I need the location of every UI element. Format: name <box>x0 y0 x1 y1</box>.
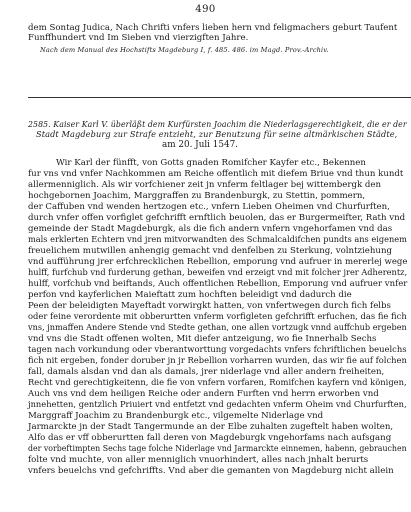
body-line: allermenniglich. Als wir vorfchiener zeit jn vnferm feltlager bej wittembergk den <box>28 180 382 190</box>
body-line: oder feine verordente mit obberurtten vnferm vorfigleten gefchrifft erfuchen, das fie fich <box>28 312 407 322</box>
page-number: 490 <box>195 4 216 15</box>
body-line: gemeinde der Stadt Magdeburgk, als die fich andern vnfern vngehorfamen vnd das <box>28 224 393 234</box>
body-line: Auch vns vnd dem heiligen Reiche oder andern Furften vnd herrn erworben vnd <box>28 389 379 399</box>
body-line: fur vns vnd vnfer Nachkommen am Reiche offentlich mit diefem Briue vnd thun kundt <box>28 169 404 179</box>
body-line: Marggraff Joachim zu Brandenburgk etc., vilgemelte Niderlage vnd <box>28 411 324 421</box>
body-line: freuelichem mutwillen anhengig gemacht vnd denfelben zu Sterkung, volntziehung <box>28 246 393 256</box>
body-line: Jarmarckte jn der Stadt Tangermunde an der Elbe zuhalten zugeftelt haben wolten, <box>28 422 394 432</box>
prev-text-line: dem Sontag Judica, Nach Chrifti vnfers lieben hern vnd feligmachers geburt Taufent <box>28 23 398 33</box>
section-divider <box>28 97 411 98</box>
body-line: perfon vnd kayferlichen Maieftatt zum hochften beleidigt vnd dadurch die <box>28 290 352 300</box>
body-line: folte vnd muchte, von aller menniglich vnuorhindert, alles nach jnhalt berurts <box>28 455 369 465</box>
body-line: Peen der beleidigten Mayeftadt vorwirgkt hatten, von vnfertwegen durch fich felbs <box>28 301 391 311</box>
source-note: Nach dem Manual des Hochstifts Magdeburg I, f. 485. 486. im Magd. Prov.-Archiv. <box>40 46 329 54</box>
body-line: der Caffuben vnd wenden hertzogen etc., vnfern Lieben Oheimen vnd Churfurften, <box>28 202 390 212</box>
body-line: Wir Karl der fünfft, von Gotts gnaden Romifcher Kayfer etc., Bekennen <box>56 158 366 168</box>
body-line: jnnehetten, gentzlich Priuiert vnd entfetzt vnd gedachten vnferm Oheim vnd Churfurften, <box>28 400 407 410</box>
body-line: durch vnfer offen vorfiglet gefchrifft ernftlich beuolen, das er Burgermeifter, Rath vnd <box>28 213 406 223</box>
body-line: vnfers beuelchs vnd gefchriffts. Vnd aber die gemanten von Magdeburg nicht allein <box>28 466 394 476</box>
body-line: tagen nach vorkundung oder vberantworttung vorgedachts vnfers fchriftlichen beuelchs <box>28 345 407 355</box>
body-line: Recht vnd gerechtigkeitenn, die fie von vnfern vorfaren, Romifchen kayfern vnd königen, <box>28 378 407 388</box>
body-line: der vorbeftimpten Sechs tage folche Niderlage vnd Jarmarckte einnemen, habenn, gebrauchen <box>28 444 407 454</box>
body-line: hulff, furfchub vnd furderung gethan, beweifen vnd erzeigt vnd mit folcher jrer Adherentz, <box>28 268 408 278</box>
document-date: am 20. Juli 1547. <box>162 140 238 150</box>
body-line: hulff, vorfchub vnd beiftands, Auch offentlichen Rebellion, Emporung vnd aufruer vnfer <box>28 279 408 289</box>
prev-text-line: Funffhundert vnd Im Sieben vnd vierzigften Jahre. <box>28 33 249 43</box>
body-line: vnd aufführung jrer erfchrecklichen Rebellion, emporung vnd aufruer in mererlej wege <box>28 257 408 267</box>
body-line: vnd vns die Stadt offenen wolten, Mit diefer antzeigung, wo fie Innerhalb Sechs <box>28 334 377 344</box>
body-line: Alfo das er vff obberurtten fall deren von Magdeburgk vngehorfams nach aufsgang <box>28 433 392 443</box>
body-line: mals erklerten Echtern vnd jren mitvorwandten des Schmalcaldifchen pundts ans eigenem <box>28 235 407 245</box>
body-line: vns, jnmaffen Andere Stende vnd Stedte gethan, one allen vortzugk vnnd auffchub ergeben <box>28 323 407 333</box>
body-line: fall, damals alsdan vnd dan als damals, jrer niderlage vnd aller andern freiheiten, <box>28 367 385 377</box>
document-heading: Stadt Magdeburg zur Strafe entzieht, zur Benutzung für seine altmärkischen Städte, <box>36 129 398 139</box>
document-heading: 2585. Kaiser Karl V. überläßt dem Kurfürsten Joachim die Niederlagsgerechtigkeit, die er der <box>28 119 407 129</box>
body-line: hochgebornen Joachim, Marggraffen zu Brandenburgk, zu Stettin, pommern, <box>28 191 366 201</box>
body-line: fich nit ergeben, fonder doruber jn jr Rebellion vorharren wurden, das wir fie auf folchen <box>28 356 407 366</box>
